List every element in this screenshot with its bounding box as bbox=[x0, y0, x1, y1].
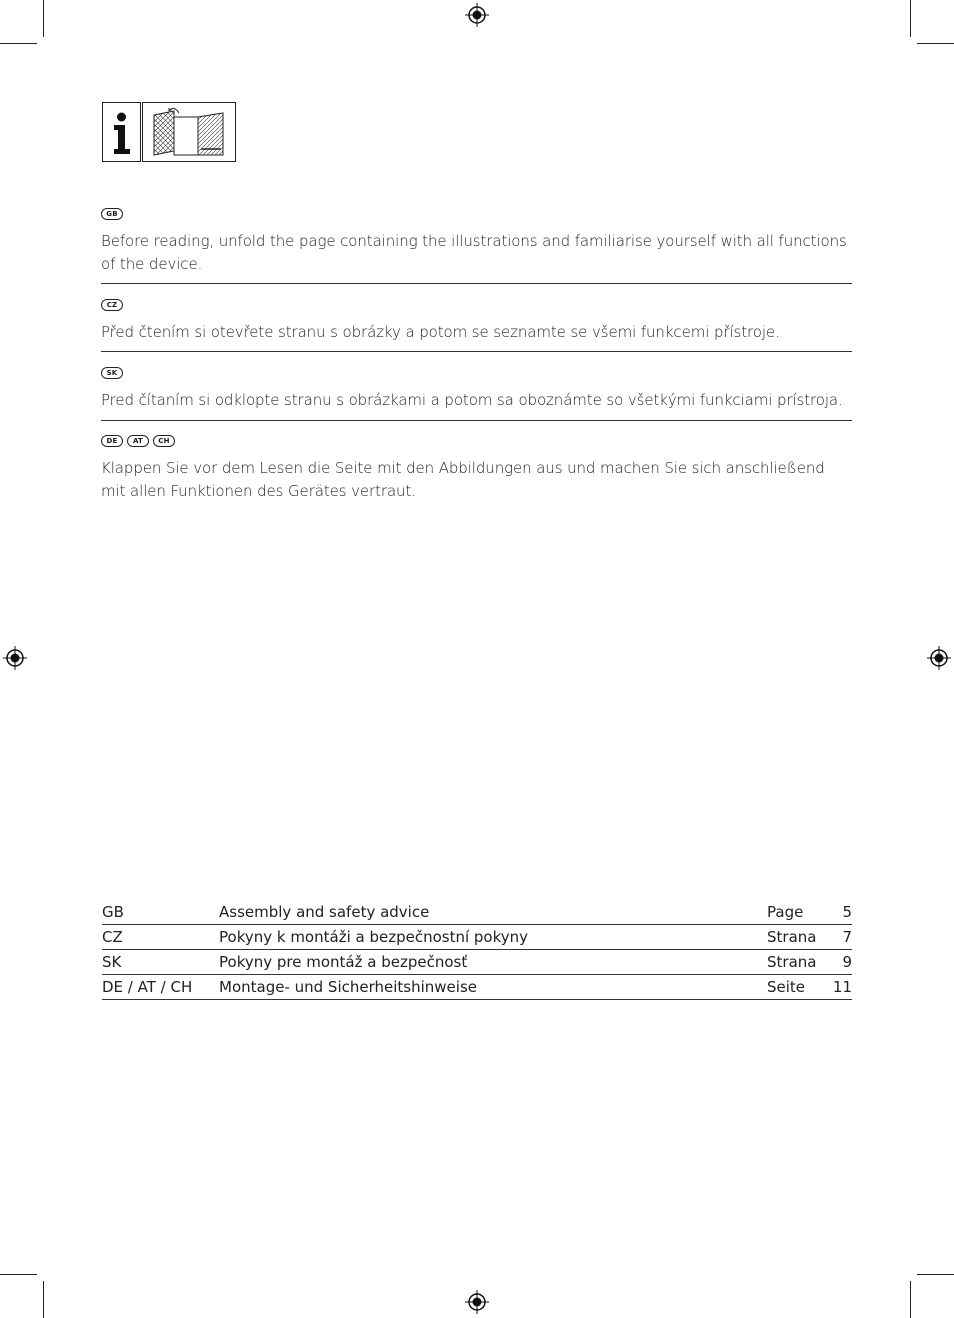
crop-mark bbox=[0, 43, 37, 44]
instruction-text: Pred čítaním si odklopte stranu s obrázkami a potom sa oboznámte so všetkými funkciami prístroja. bbox=[101, 391, 843, 409]
crop-mark bbox=[910, 1281, 911, 1318]
section-de-at-ch bbox=[101, 435, 852, 503]
country-badges bbox=[101, 299, 852, 313]
toc-title: Assembly and safety advice bbox=[219, 903, 430, 921]
toc-title: Pokyny k montáži a bezpečnostní pokyny bbox=[219, 928, 529, 946]
country-badges bbox=[101, 435, 852, 449]
crop-mark bbox=[917, 1274, 954, 1275]
country-badge: DE bbox=[101, 435, 123, 447]
registration-mark-icon bbox=[465, 3, 489, 27]
country-badge: GB bbox=[101, 208, 123, 220]
instruction-text: Klappen Sie vor dem Lesen die Seite mit den Abbildungen aus und machen Sie sich anschließend mit allen Funktionen des Gerätes vertraut. bbox=[101, 459, 825, 500]
country-badge: CZ bbox=[101, 299, 123, 311]
table-of-contents bbox=[102, 900, 852, 1000]
toc-row[interactable] bbox=[102, 900, 852, 925]
crop-mark bbox=[43, 1281, 44, 1318]
country-badges bbox=[101, 367, 852, 381]
divider bbox=[101, 420, 852, 421]
toc-language-code: DE / AT / CH bbox=[102, 978, 193, 996]
unfold-page-icon bbox=[142, 102, 236, 162]
crop-mark bbox=[910, 0, 911, 37]
section-gb bbox=[101, 208, 852, 276]
toc-page-label: Page bbox=[767, 903, 804, 921]
toc-page-label: Seite bbox=[767, 978, 806, 996]
info-icon bbox=[102, 102, 141, 162]
toc-title: Pokyny pre montáž a bezpečnosť bbox=[219, 953, 468, 971]
crop-mark bbox=[43, 0, 44, 37]
toc-row[interactable] bbox=[102, 975, 852, 1000]
registration-mark-icon bbox=[3, 646, 27, 670]
toc-title: Montage- und Sicherheitshinweise bbox=[219, 978, 477, 996]
crop-mark bbox=[917, 43, 954, 44]
toc-page-number: 5 bbox=[842, 903, 852, 921]
country-badge: SK bbox=[101, 367, 123, 379]
toc-row[interactable] bbox=[102, 950, 852, 975]
section-sk bbox=[101, 367, 852, 412]
toc-language-code: GB bbox=[102, 903, 124, 921]
toc-page-number: 11 bbox=[832, 978, 852, 996]
toc-page-label: Strana bbox=[767, 928, 817, 946]
toc-language-code: CZ bbox=[102, 928, 123, 946]
toc-row[interactable] bbox=[102, 925, 852, 950]
divider bbox=[101, 351, 852, 352]
country-badges bbox=[101, 208, 852, 222]
instruction-text: Před čtením si otevřete stranu s obrázky a potom se seznamte se všemi funkcemi přístroje. bbox=[101, 323, 780, 341]
instruction-text: Before reading, unfold the page containing the illustrations and familiarise yourself with all functions of the device. bbox=[101, 232, 847, 273]
divider bbox=[101, 283, 852, 284]
registration-mark-icon bbox=[465, 1290, 489, 1314]
country-badge: AT bbox=[127, 435, 149, 447]
toc-page-number: 7 bbox=[842, 928, 852, 946]
crop-mark bbox=[0, 1274, 37, 1275]
toc-language-code: SK bbox=[102, 953, 122, 971]
country-badge: CH bbox=[153, 435, 175, 447]
section-cz bbox=[101, 299, 852, 344]
toc-page-label: Strana bbox=[767, 953, 817, 971]
toc-page-number: 9 bbox=[842, 953, 852, 971]
registration-mark-icon bbox=[927, 646, 951, 670]
